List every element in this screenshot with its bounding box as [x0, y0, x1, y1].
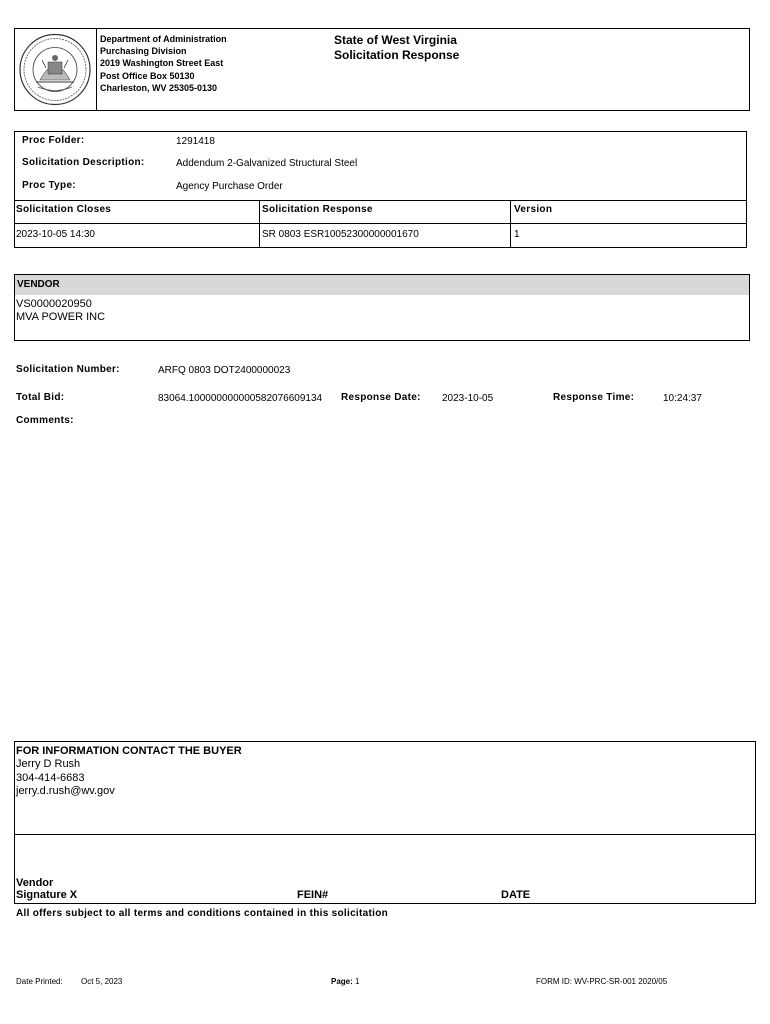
- contact-heading: FOR INFORMATION CONTACT THE BUYER: [16, 745, 242, 757]
- page-label: Page:: [331, 977, 353, 986]
- contact-divider: [14, 834, 756, 835]
- state-seal: [18, 32, 92, 107]
- comments-label: Comments:: [16, 415, 74, 426]
- proc-type-value: Agency Purchase Order: [176, 181, 283, 192]
- contact-box: [14, 741, 756, 904]
- response-date-value: 2023-10-05: [442, 393, 494, 404]
- table-header: Solicitation Response: [262, 204, 373, 215]
- vendor-signature-label: Vendor: [16, 877, 54, 889]
- table-cell: SR 0803 ESR10052300000001670: [262, 229, 419, 240]
- buyer-phone: 304-414-6683: [16, 772, 85, 784]
- date-printed-value: Oct 5, 2023: [81, 977, 123, 986]
- response-date-label: Response Date:: [341, 392, 421, 403]
- total-bid-label: Total Bid:: [16, 392, 65, 403]
- header-divider: [96, 28, 97, 111]
- proc-folder-label: Proc Folder:: [22, 135, 85, 146]
- title-line-1: State of West Virginia: [334, 33, 457, 47]
- fein-label: FEIN#: [297, 889, 329, 901]
- page-number: [331, 977, 359, 986]
- buyer-name: Jerry D Rush: [16, 758, 81, 770]
- description-value: Addendum 2-Galvanized Structural Steel: [176, 158, 358, 169]
- signature-x-label: Signature X: [16, 889, 78, 901]
- response-time-value: 10:24:37: [663, 393, 702, 404]
- agency-line: 2019 Washington Street East: [100, 58, 224, 69]
- agency-address: [100, 33, 227, 94]
- table-header: Version: [514, 204, 553, 215]
- table-header: Solicitation Closes: [16, 204, 112, 215]
- proc-type-label: Proc Type:: [22, 180, 76, 191]
- table-cell: 2023-10-05 14:30: [16, 229, 95, 240]
- table-top-line: [14, 200, 747, 201]
- description-label: Solicitation Description:: [22, 157, 145, 168]
- date-printed-label: Date Printed:: [16, 977, 63, 986]
- page-value: 1: [355, 977, 360, 986]
- proc-folder-value: 1291418: [176, 136, 215, 147]
- solicitation-number-label: Solicitation Number:: [16, 364, 120, 375]
- form-id: FORM ID: WV-PRC-SR-001 2020/05: [536, 977, 668, 986]
- agency-line: Post Office Box 50130: [100, 70, 195, 81]
- table-col-divider: [510, 200, 511, 248]
- response-time-label: Response Time:: [553, 392, 635, 403]
- agency-line: Charleston, WV 25305-0130: [100, 82, 218, 93]
- table-mid-line: [14, 223, 747, 224]
- date-label: DATE: [501, 889, 531, 901]
- buyer-email: jerry.d.rush@wv.gov: [16, 785, 115, 797]
- vendor-name: MVA POWER INC: [16, 311, 106, 323]
- document-title: [334, 33, 459, 63]
- total-bid-value: 83064.100000000000582076609134: [158, 393, 323, 404]
- title-line-2: Solicitation Response: [334, 48, 460, 62]
- agency-line: Purchasing Division: [100, 46, 187, 57]
- vendor-id: VS0000020950: [16, 298, 92, 310]
- agency-line: Department of Administration: [100, 34, 227, 44]
- table-col-divider: [259, 200, 260, 248]
- seal-icon: [18, 32, 92, 107]
- vendor-heading: VENDOR: [15, 275, 749, 295]
- table-cell: 1: [514, 229, 520, 240]
- terms-text: All offers subject to all terms and conditions contained in this solicitation: [16, 908, 389, 919]
- solicitation-number-value: ARFQ 0803 DOT2400000023: [158, 365, 291, 376]
